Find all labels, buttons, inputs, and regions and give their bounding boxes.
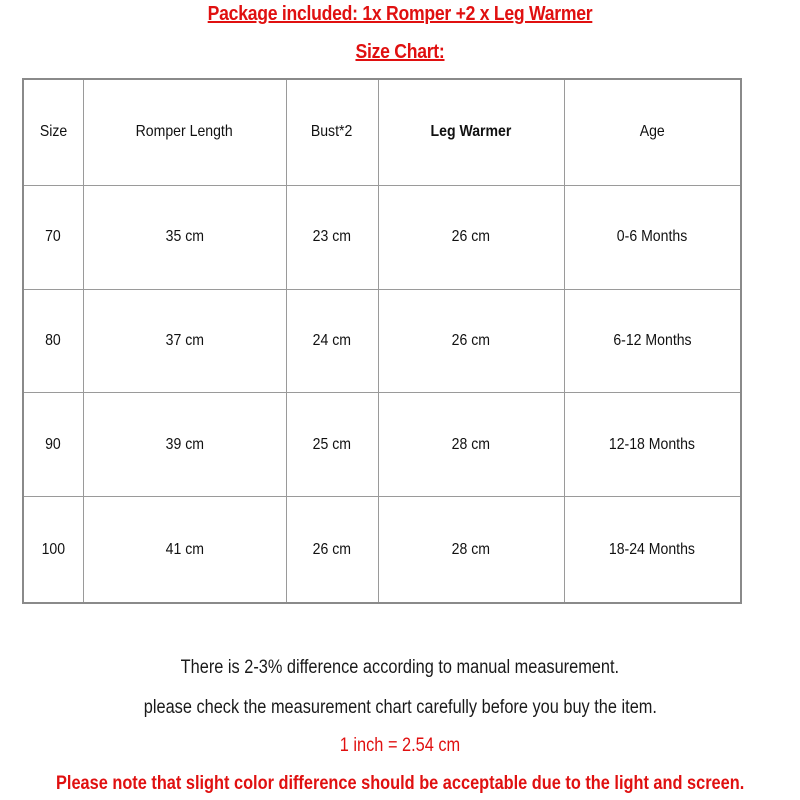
size-chart-title: Size Chart: [355, 41, 445, 63]
header-leg-warmer: Leg Warmer [378, 79, 564, 185]
cell-romper-length: 35 cm [83, 185, 286, 289]
cell-size: 100 [23, 497, 83, 603]
cell-age: 0-6 Months [564, 185, 741, 289]
inch-conversion-note: 1 inch = 2.54 cm [339, 735, 461, 756]
cell-size: 90 [23, 393, 83, 497]
cell-romper-length: 39 cm [83, 393, 286, 497]
cell-leg-warmer: 26 cm [378, 289, 564, 393]
header-size: Size [23, 79, 83, 185]
cell-bust: 25 cm [286, 393, 378, 497]
cell-size: 80 [23, 289, 83, 393]
cell-leg-warmer: 28 cm [378, 497, 564, 603]
cell-bust: 24 cm [286, 289, 378, 393]
cell-romper-length: 41 cm [83, 497, 286, 603]
table-row [23, 289, 741, 393]
cell-leg-warmer: 26 cm [378, 185, 564, 289]
cell-age: 6-12 Months [564, 289, 741, 393]
table-row [23, 393, 741, 497]
cell-bust: 26 cm [286, 497, 378, 603]
header-age: Age [564, 79, 741, 185]
cell-romper-length: 37 cm [83, 289, 286, 393]
table-row [23, 185, 741, 289]
table-row [23, 497, 741, 603]
cell-bust: 23 cm [286, 185, 378, 289]
cell-leg-warmer: 28 cm [378, 393, 564, 497]
header-romper-length: Romper Length [83, 79, 286, 185]
header-bust: Bust*2 [286, 79, 378, 185]
size-chart-table [22, 78, 742, 604]
color-difference-note: Please note that slight color difference should be acceptable due to the light and screen. [56, 773, 745, 794]
measurement-difference-note: There is 2-3% difference according to manual measurement. [180, 657, 620, 678]
package-included-title: Package included: 1x Romper +2 x Leg Warmer [207, 3, 593, 25]
cell-age: 12-18 Months [564, 393, 741, 497]
check-chart-note: please check the measurement chart carefully before you buy the item. [143, 697, 657, 718]
cell-age: 18-24 Months [564, 497, 741, 603]
cell-size: 70 [23, 185, 83, 289]
table-header-row [23, 79, 741, 185]
